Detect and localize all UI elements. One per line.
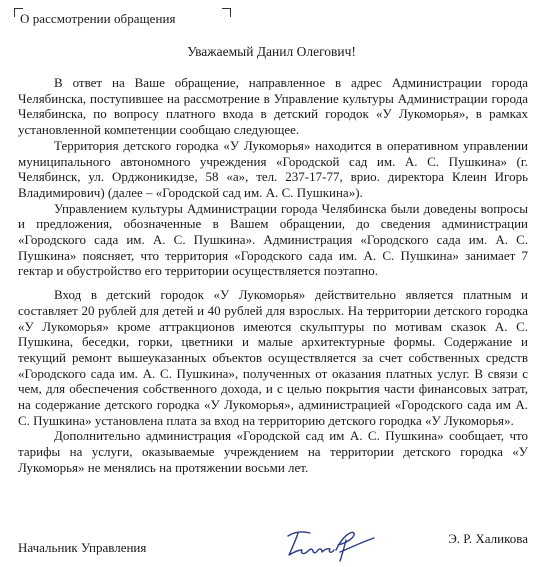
paragraph-3: Управлением культуры Администрации города Челябинска были доведены вопросы и предложения, обозначенные в Вашем обращении, до сведения администрации «Городского сада им. А. С. Пушкина». Администрация «Городского сада им. А. С. Пушкина» поясняет, что территория «Городского сада им. А. С. Пушкина» занимает 7 гектар и обустройство его территории осуществляется поэтапно.: [18, 200, 528, 279]
paragraph-2: Территория детского городка «У Лукоморья» находится в оперативном управлении муниципального автономного учреждения «Городской сад им. А. С. Пушкина» (г. Челябинск, ул. Орджоникидзе, 58 «а», тел. 237-17-77, врио. директора Клеин Игорь Владимирович) (далее – «Городской сад им. А. С. Пушкина»).: [18, 137, 528, 200]
paragraph-5: Дополнительно администрация «Городской сад им А. С. Пушкина» сообщает, что тарифы на услуги, оказываемые учреждением на территории детского городка «У Лукоморья» не менялись на протяжении восьми лет.: [18, 428, 528, 475]
signature-block: [18, 528, 528, 564]
subject-corner-mark-right: [222, 8, 231, 17]
position-title: Начальник Управления: [18, 540, 147, 555]
letter-salutation: Уважаемый Данил Олегович!: [187, 44, 356, 59]
paragraph-4: Вход в детский городок «У Лукоморья» действительно является платным и составляет 20 рублей для детей и 40 рублей для взрослых. На территории детского городка «У Лукоморья» кроме аттракционов имеются скульптуры по мотивам сказок А. С. Пушкина, беседки, горки, цветники и малые архитектурные формы. Содержание и текущий ремонт вышеуказанных объектов осуществляется за счет собственных средств «Городского сада им. А. С. Пушкина», полученных от оказания платных услуг. В связи с чем, для обеспечения собственного дохода, и с целью покрытия части финансовых затрат, на содержание детского городка «У Лукоморья», администрацией «Городского сада им А. С. Пушкина» установлена плата за вход на территорию детского городка «У Лукоморья».: [18, 287, 528, 428]
signatory-name: Э. Р. Халикова: [448, 531, 528, 546]
letter-subject: О рассмотрении обращения: [20, 11, 176, 26]
handwritten-signature: [280, 528, 378, 564]
paragraph-1: В ответ на Ваше обращение, направленное в адрес Администрации города Челябинска, поступившее на рассмотрение в Управление культуры Администрации города Челябинска, по вопросу платного входа в детский городок «У Лукоморья», в рамках установленной компетенции сообщаю следующее.: [18, 75, 528, 138]
letter-body: [18, 75, 528, 476]
